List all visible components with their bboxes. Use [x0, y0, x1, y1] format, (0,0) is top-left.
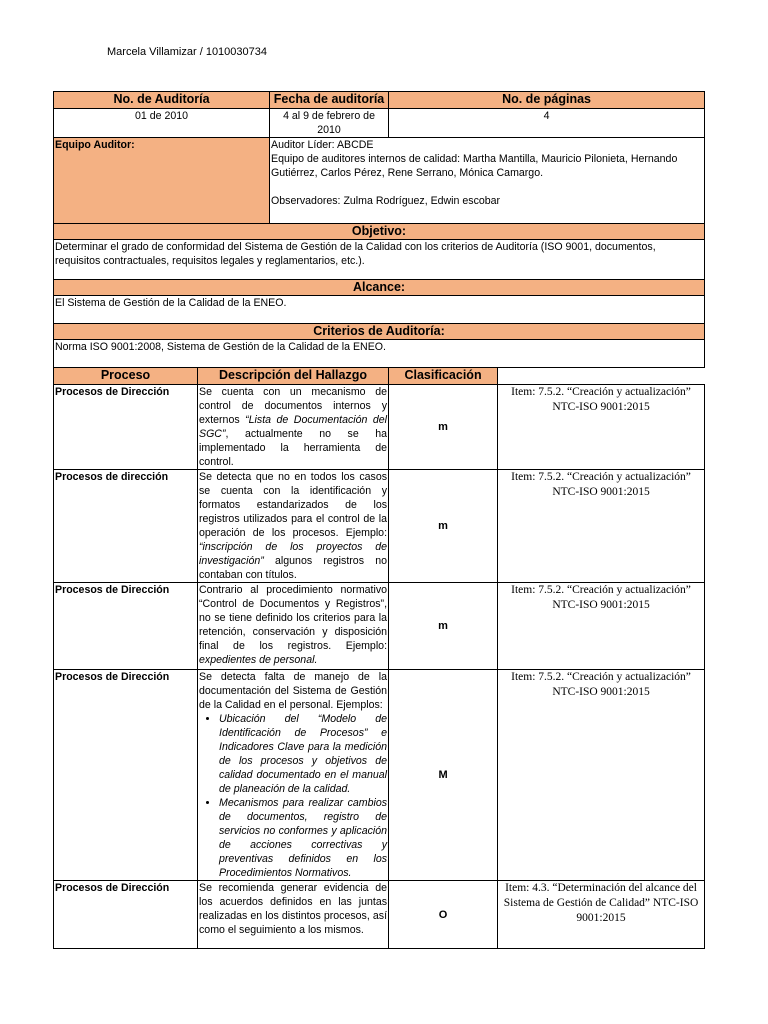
finding-classification: O	[389, 881, 498, 949]
finding-classification: m	[389, 583, 498, 670]
scope-title: Alcance:	[54, 280, 705, 296]
finding-process: Procesos de Dirección	[54, 881, 198, 949]
finding-classification: m	[389, 385, 498, 470]
finding-description: Se recomienda generar evidencia de los acuerdos definidos en las juntas realizadas en los distintos procesos, así como el seguimiento a los mismos.	[198, 881, 389, 949]
table-row	[54, 470, 705, 583]
objective-title-row	[54, 224, 705, 240]
finding-classification: m	[389, 470, 498, 583]
findings-header-row	[54, 368, 705, 385]
finding-classification: M	[389, 670, 498, 881]
finding-item: Item: 7.5.2. “Creación y actualización” NTC-ISO 9001:2015	[498, 670, 705, 881]
team-label: Equipo Auditor:	[54, 138, 270, 224]
table-row	[54, 385, 705, 470]
header-pages: No. de páginas	[389, 92, 705, 109]
table-row	[54, 881, 705, 949]
table-row	[54, 670, 705, 881]
audit-report-table	[53, 91, 705, 949]
header-values-row	[54, 109, 705, 138]
finding-bullet-list	[199, 712, 387, 880]
finding-process: Procesos de Dirección	[54, 385, 198, 470]
team-lead: Auditor Líder: ABCDE	[271, 139, 374, 151]
criteria-title-row	[54, 324, 705, 340]
finding-description: Se detecta falta de manejo de la documentación del Sistema de Gestión de la Calidad en el personal. Ejemplos: • Ubicación del “Modelo de Identificación de Procesos” e Indicadores Clave para la medición de los procesos y objetivos de calidad documentado en el manual de planeación de la calidad. • Mecanismos para realizar cambios de documentos, registro de servicios no conformes y aplicación de acciones correctivas y preventivas definidos en los Procedimientos Normativos.	[198, 670, 389, 881]
finding-process: Procesos de dirección	[54, 470, 198, 583]
list-item: • Ubicación del “Modelo de Identificación de Procesos” e Indicadores Clave para la medición de los procesos y objetivos de calidad documentado en el manual de planeación de la calidad.	[219, 712, 387, 796]
finding-item: Item: 7.5.2. “Creación y actualización” NTC-ISO 9001:2015	[498, 583, 705, 670]
scope-text-row	[54, 296, 705, 324]
findings-header-classification: Clasificación	[389, 368, 498, 385]
header-audit-no: No. de Auditoría	[54, 92, 270, 109]
objective-text: Determinar el grado de conformidad del Sistema de Gestión de la Calidad con los criterios de Auditoría (ISO 9001, documentos, requisitos contractuales, requisitos legales y reglamentarios, etc.).	[54, 240, 705, 280]
finding-process: Procesos de Dirección	[54, 670, 198, 881]
criteria-text-row	[54, 340, 705, 368]
criteria-text: Norma ISO 9001:2008, Sistema de Gestión de la Calidad de la ENEO.	[54, 340, 705, 368]
finding-item: Item: 7.5.2. “Creación y actualización” NTC-ISO 9001:2015	[498, 470, 705, 583]
objective-text-row	[54, 240, 705, 280]
audit-no-value: 01 de 2010	[54, 109, 270, 138]
header-row	[54, 92, 705, 109]
finding-description: Contrario al procedimiento normativo “Control de Documentos y Registros”, no se tiene definido los criterios para la retención, conservación y disposición final de los registros. Ejemplo: expedientes de personal.	[198, 583, 389, 670]
finding-description: Se cuenta con un mecanismo de control de documentos internos y externos “Lista de Documentación del SGC”, actualmente no se ha implementado la herramienta de control.	[199, 386, 388, 468]
findings-header-process: Proceso	[54, 368, 198, 385]
table-row	[54, 583, 705, 670]
header-audit-date: Fecha de auditoría	[270, 92, 389, 109]
scope-text: El Sistema de Gestión de la Calidad de la ENEO.	[54, 296, 705, 324]
pages-value: 4	[389, 109, 705, 138]
objective-title: Objetivo:	[54, 224, 705, 240]
findings-header-description: Descripción del Hallazgo	[198, 368, 389, 385]
team-details	[270, 138, 705, 224]
team-row	[54, 138, 705, 224]
scope-title-row	[54, 280, 705, 296]
finding-item: Item: 7.5.2. “Creación y actualización” NTC-ISO 9001:2015	[498, 385, 705, 470]
finding-description: Se detecta que no en todos los casos se cuenta con la identificación y formatos estandarizados de los registros utilizados para el control de la operación de los procesos. Ejemplo: “inscripción de los proyectos de investigación” algunos registros no contaban con títulos.	[199, 471, 388, 581]
author-line: Marcela Villamizar / 1010030734	[107, 46, 267, 58]
criteria-title: Criterios de Auditoría:	[54, 324, 705, 340]
audit-date-value: 4 al 9 de febrero de 2010	[270, 109, 389, 138]
list-item: • Mecanismos para realizar cambios de documentos, registro de servicios no conformes y aplicación de acciones correctivas y preventivas definidos en los Procedimientos Normativos.	[219, 796, 387, 880]
finding-process: Procesos de Dirección	[54, 583, 198, 670]
finding-item: Item: 4.3. “Determinación del alcance del Sistema de Gestión de Calidad” NTC-ISO 9001:2015	[498, 881, 705, 949]
team-internal: Equipo de auditores internos de calidad: Martha Mantilla, Mauricio Pilonieta, Hernando Gutiérrez, Carlos Pérez, Rene Serrano, Mónica Camargo.	[271, 153, 678, 179]
team-observers: Observadores: Zulma Rodríguez, Edwin escobar	[271, 195, 501, 207]
